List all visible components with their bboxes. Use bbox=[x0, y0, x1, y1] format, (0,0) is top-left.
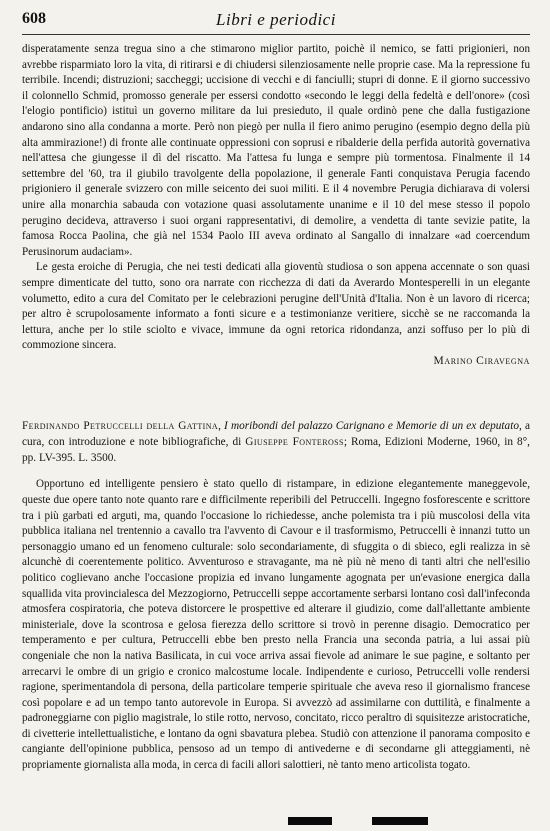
article-paragraph-2: Le gesta eroiche di Perugia, che nei testi dedicati alla gioventù studiosa o son appena accennate o son quasi sempre dimenticate del tutto, sono ora narrate con ricchezza di dati da Averardo Montesperelli in un elegante volumetto, edito a cura del Comitato per le celebrazioni perugine dell'Unità d'Italia. Non è un lavoro di ricerca; per altro è scrupolosamente informato a fonti sicure e a testimonianze veritiere, sicchè se ne raccomanda la lettura, anche per lo stile sciolto e vivace, immune da ogni retorica ridondanza, anzi soffuso per lo più di commozione sincera. bbox=[22, 261, 530, 352]
book-review bbox=[22, 419, 530, 774]
article-signature: Marino Ciravegna bbox=[433, 354, 530, 367]
review-bibliographic-heading: Ferdinando Petruccelli della Gattina, I moribondi del palazzo Carignano e Memorie di un ex deputato, a cura, con introduzione e note bibliografiche, di Giuseppe Fonteross; Roma, Edizioni Moderne, 1960, in 8°, pp. LV-395. L. 3500. bbox=[22, 420, 530, 464]
review-editor-intro: , a cura, con introduzione e note bibliografiche, di bbox=[22, 420, 530, 448]
page-number: 608 bbox=[22, 10, 46, 27]
review-book-author: Ferdinando Petruccelli della Gattina bbox=[22, 420, 219, 432]
print-blot bbox=[288, 817, 332, 825]
article-paragraph-1: disperatamente senza tregua sino a che stimarono miglior partito, poichè il nemico, se fatti prigionieri, non avrebbe risparmiato loro la vita, di ritirarsi e di chiudersi silenziosamente nelle proprie case. Ma la repressione fu terribile. Incendi; distruzioni; saccheggi; uccisione di vecchi e di fanciulli; stupri di donne. E il giorno successivo il colonnello Schmid, promosso generale per essersi condotto «secondo le leggi della fedeltà e dell'onore» (così l'elogio pontificio) istituì un governo militare da lui presieduto, il quale ordinò pene che dalla fustigazione andarono sino alla condanna a morte. Però non piegò per nulla il fiero animo perugino (esempio degno della più alta ammirazione!) di fronte alle continuate oppressioni con soprusi e ribalderie della perfida autorità governativa nell'attesa che giungesse il dì del riscatto. Ma l'attesa fu lunga e sempre più tormentosa. Finalmente il 14 settembre del '60, tra il giubilo travolgente della popolazione, il generale Fanti conquistava Perugia facendo prigioniero il generale svizzero con mille seicento dei suoi militi. E il 4 novembre Perugia dichiarava di volersi unire alla monarchia sabauda con votazione quasi assolutamente unanime e il 10 del mese stesso il popolo perugino decideva, attraverso i suoi organi rappresentativi, di demolire, a vendetta di tante sevizie patite, la famosa Rocca Paolina, che già nel 1534 Paolo III aveva ordinato al Sangallo di innalzare «ad coercendum Perusinorum audaciam». bbox=[22, 43, 530, 258]
review-editor: Giuseppe Fonteross bbox=[245, 435, 344, 448]
review-body: Opportuno ed intelligente pensiero è stato quello di ristampare, in edizione elegantemente maneggevole, queste due opere tanto note quanto rare e difficilmente reperibili del Petruccelli. Ingegno fosforescente e scrittore tra i più garbati ed arguti, ma, quando l'occasione lo richiedesse, anche polemista tra i più muscolosi della vita pubblica italiana nel trentennio a cavallo tra l'avvento di Cavour e il trasformismo, Petruccelli è innanzi tutto un personaggio umano ed un fenomeno culturale: solo secondariamente, di sfuggita o di sbieco, egli realizza in sè alcunchè di coerentemente politico. Avventuroso e stravagante, ma nè più nè meno di tanti altri che nell'esilio politico coglievano anche l'occasione propizia ed invano lungamente agognata per un'evasione energica dalla squallida vita provincialesca del Mezzogiorno, Petruccelli seppe accortamente serbarsi lontano così dall'infeconda atmosfera cospiratoria, che poteva distorcere le prospettive ed alterare il giudizio, come dall'allettante ambiente ministeriale, dove la scontrosa e gelosa fierezza dello scrittore si trovò in perenne disagio. Democratico per temperamento e per cultura, Petruccelli ebbe ben presto nella Francia una seconda patria, a lui assai più congeniale che non la nativa Basilicata, in cui voce arriva assai fievole ad animare le sue pagine, e soltanto per arrecarvi le ombre di un grigio e cronico malcostume locale. Indipendente e curioso, Petruccelli volle rendersi ragione, sperimentandola di persona, della particolare temperie spirituale che aveva reso il giornalismo francese così popolare e ad un tempo tanto autorevole in Europa. Si avvezzò ad assimilarne con duttilità, e finalmente a padroneggiarne con piglio magistrale, lo stile rotto, nervoso, concitato, ricco peraltro di squisitezze aristocratiche, di civetterie intellettualistiche, e lontano da ogni sbavatura plebea. Studiò con attenzione il panorama composito e cangiante dell'opinione pubblica, pensoso ad un tempo di antivederne e di secondarne gli atteggiamenti, nè propriamente giornalista alla moda, in cerca di facili allori salottieri, nè tanto meno articolista togato. bbox=[22, 478, 530, 772]
page-header bbox=[22, 8, 530, 35]
article-continuation bbox=[22, 42, 530, 367]
running-title: Libri e periodici bbox=[216, 10, 336, 29]
review-publication-info: ; Roma, Edizioni Moderne, 1960, in 8°, pp. LV-395. L. 3500. bbox=[22, 435, 530, 464]
review-book-title: I moribondi del palazzo Carignano e Memorie di un ex deputato bbox=[224, 420, 519, 432]
print-blot bbox=[372, 817, 428, 825]
